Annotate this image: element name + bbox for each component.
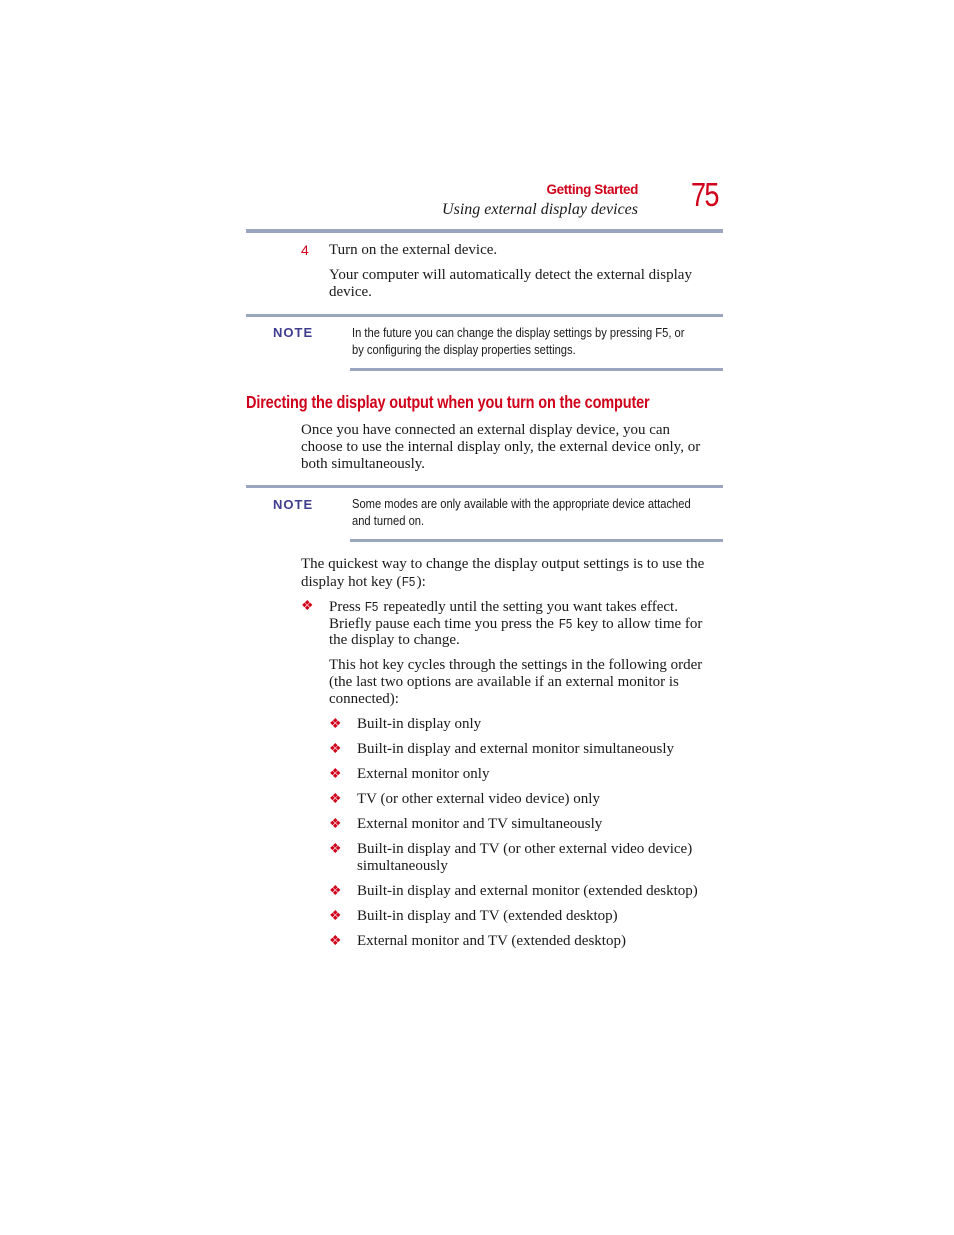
- press-line: Press F5 repeatedly until the setting you want takes effect.: [329, 599, 678, 615]
- note1-top-rule: [246, 314, 723, 317]
- bullet-glyph: ❖: [329, 842, 342, 857]
- note2-bottom-rule: [350, 539, 723, 542]
- option-item: Built-in display only: [357, 716, 482, 732]
- option-item: External monitor and TV (extended desktop): [357, 933, 626, 949]
- note2-label: NOTE: [273, 497, 314, 512]
- section-intro-line2: choose to use the internal display only, the external device only, or: [301, 439, 701, 455]
- pause-line1: Briefly pause each time you press the F5 key to allow time for: [329, 616, 703, 632]
- option-item: Built-in display and TV (extended desktop): [357, 908, 618, 924]
- note2-line1: Some modes are only available with the appropriate device attached: [352, 496, 691, 511]
- option-item: Built-in display and TV (or other external video device): [357, 841, 693, 857]
- header-rule: [246, 229, 723, 233]
- bullet-glyph: ❖: [329, 884, 342, 899]
- pause-line2: the display to change.: [329, 632, 460, 648]
- hotkey-f5: F5: [402, 574, 416, 589]
- section-heading: Directing the display output when you turn on the computer: [246, 392, 650, 412]
- page-number: 75: [691, 176, 718, 213]
- bullet-glyph: ❖: [329, 767, 342, 782]
- hotkey-f5: F5: [558, 616, 572, 631]
- bullet-glyph: ❖: [329, 817, 342, 832]
- option-item: TV (or other external video device) only: [357, 791, 600, 807]
- step-detail-line1: Your computer will automatically detect the external display: [329, 267, 692, 283]
- cycle-line1: This hot key cycles through the settings in the following order: [329, 657, 703, 673]
- note1-line1: In the future you can change the display settings by pressing F5, or: [352, 325, 685, 340]
- option-item: External monitor only: [357, 766, 490, 782]
- quick-line2: display hot key (F5):: [301, 574, 426, 590]
- note2-top-rule: [246, 485, 723, 488]
- cycle-line3: connected):: [329, 691, 399, 707]
- quick-line1: The quickest way to change the display output settings is to use the: [301, 556, 705, 572]
- section-intro-line3: both simultaneously.: [301, 456, 426, 472]
- section-intro-line1: Once you have connected an external display device, you can: [301, 422, 671, 438]
- bullet-glyph: ❖: [329, 792, 342, 807]
- running-header-section: Getting Started: [546, 182, 638, 197]
- note1-line2: by configuring the display properties settings.: [352, 342, 576, 357]
- bullet-glyph: ❖: [301, 599, 314, 614]
- option-item: Built-in display and external monitor (extended desktop): [357, 883, 698, 899]
- note1-label: NOTE: [273, 325, 314, 340]
- hotkey-f5: F5: [365, 599, 379, 614]
- option-item-continued: simultaneously: [357, 858, 448, 874]
- note1-bottom-rule: [350, 368, 723, 371]
- bullet-glyph: ❖: [329, 934, 342, 949]
- bullet-glyph: ❖: [329, 909, 342, 924]
- option-item: Built-in display and external monitor simultaneously: [357, 741, 675, 757]
- bullet-glyph: ❖: [329, 742, 342, 757]
- bullet-glyph: ❖: [329, 717, 342, 732]
- cycle-line2: (the last two options are available if an external monitor is: [329, 674, 679, 690]
- step-number: 4: [301, 242, 309, 258]
- option-item: External monitor and TV simultaneously: [357, 816, 603, 832]
- step-detail-line2: device.: [329, 284, 372, 300]
- note1-key: F5: [655, 325, 669, 340]
- note2-line2: and turned on.: [352, 513, 425, 528]
- step-text: Turn on the external device.: [329, 242, 498, 258]
- running-header-subtitle: Using external display devices: [442, 201, 638, 218]
